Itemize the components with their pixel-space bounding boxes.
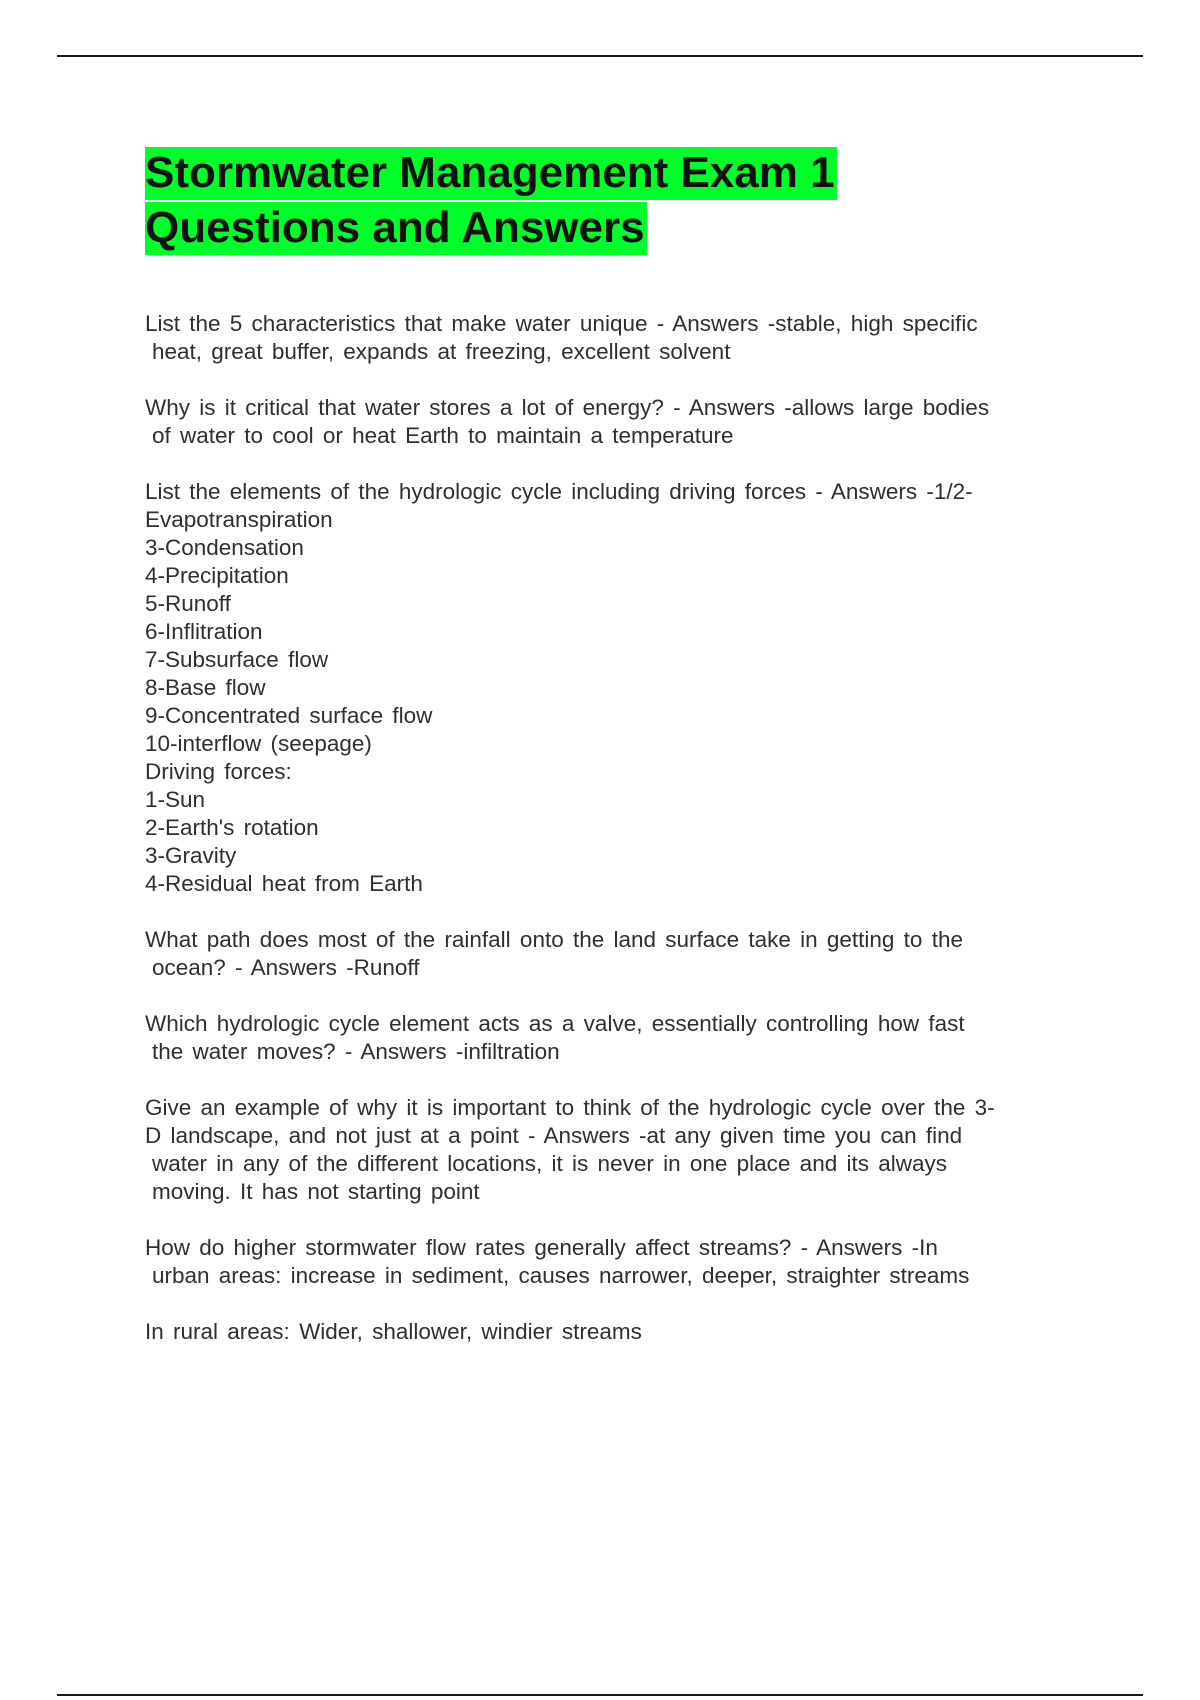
qa-line: 3-Gravity xyxy=(145,843,237,868)
qa-line: 8-Base flow xyxy=(145,675,266,700)
bottom-rule xyxy=(57,1694,1143,1696)
qa-line: 10-interflow (seepage) xyxy=(145,731,372,756)
qa-line: water in any of the different locations, it is never in one place and its always xyxy=(152,1151,948,1176)
qa-line: Give an example of why it is important to think of the hydrologic cycle over the 3- xyxy=(145,1095,995,1120)
qa-line: urban areas: increase in sediment, causes narrower, deeper, straighter streams xyxy=(152,1263,970,1288)
qa-line: ocean? - Answers -Runoff xyxy=(152,955,420,980)
qa-line: 5-Runoff xyxy=(145,591,231,616)
qa-line: of water to cool or heat Earth to maintain a temperature xyxy=(152,423,734,448)
qa-list xyxy=(145,310,1090,1346)
title-line-1: Stormwater Management Exam 1 xyxy=(145,147,837,200)
title-line-2: Questions and Answers xyxy=(145,202,647,255)
top-rule xyxy=(57,55,1143,57)
qa-line: Why is it critical that water stores a lot of energy? - Answers -allows large bodies xyxy=(145,395,990,420)
qa-line: 6-Inflitration xyxy=(145,619,263,644)
qa-item xyxy=(145,1234,1090,1290)
qa-item xyxy=(145,478,1090,898)
qa-line: moving. It has not starting point xyxy=(152,1179,480,1204)
document-body xyxy=(145,145,1090,1374)
qa-line: 4-Residual heat from Earth xyxy=(145,871,423,896)
qa-line: 9-Concentrated surface flow xyxy=(145,703,433,728)
qa-line: Driving forces: xyxy=(145,759,292,784)
qa-line: Which hydrologic cycle element acts as a valve, essentially controlling how fast xyxy=(145,1011,965,1036)
qa-item xyxy=(145,1318,1090,1346)
qa-item xyxy=(145,310,1090,366)
qa-line: In rural areas: Wider, shallower, windier streams xyxy=(145,1319,642,1344)
qa-line: heat, great buffer, expands at freezing, excellent solvent xyxy=(152,339,731,364)
qa-line: 3-Condensation xyxy=(145,535,304,560)
qa-item xyxy=(145,1010,1090,1066)
document-title xyxy=(145,145,1090,255)
qa-line: D landscape, and not just at a point - Answers -at any given time you can find xyxy=(145,1123,963,1148)
qa-line: What path does most of the rainfall onto the land surface take in getting to the xyxy=(145,927,963,952)
qa-item xyxy=(145,394,1090,450)
qa-line: Evapotranspiration xyxy=(145,507,333,532)
qa-line: 2-Earth's rotation xyxy=(145,815,319,840)
qa-item xyxy=(145,926,1090,982)
qa-line: 1-Sun xyxy=(145,787,206,812)
qa-line: 4-Precipitation xyxy=(145,563,289,588)
qa-line: List the 5 characteristics that make water unique - Answers -stable, high specific xyxy=(145,311,978,336)
qa-line: How do higher stormwater flow rates generally affect streams? - Answers -In xyxy=(145,1235,938,1260)
qa-line: List the elements of the hydrologic cycle including driving forces - Answers -1/2- xyxy=(145,479,973,504)
qa-item xyxy=(145,1094,1090,1206)
qa-line: 7-Subsurface flow xyxy=(145,647,329,672)
qa-line: the water moves? - Answers -infiltration xyxy=(152,1039,560,1064)
